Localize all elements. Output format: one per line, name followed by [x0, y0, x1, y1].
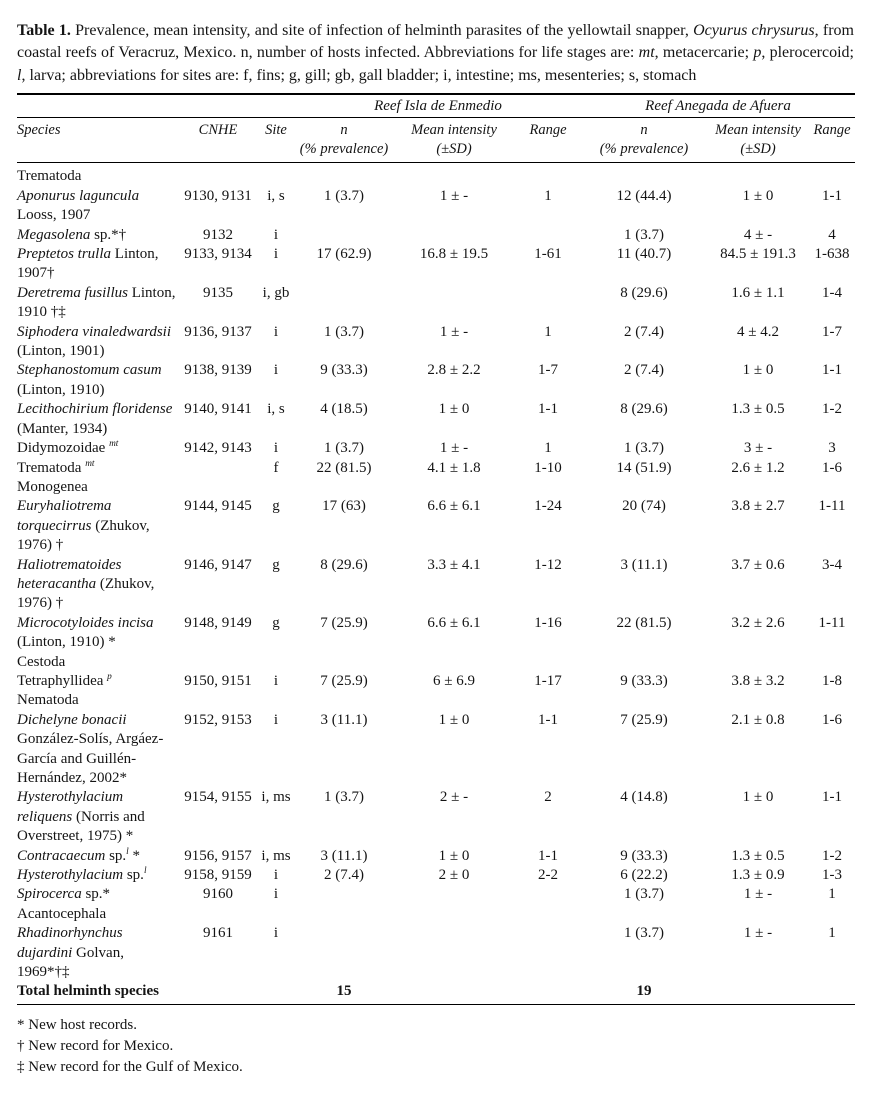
cell-r1: 1-10	[534, 459, 562, 476]
text-segment: (Zhukov, 1976) †	[17, 517, 150, 554]
cell-r2: 3	[828, 440, 836, 457]
cell-mi1: 1 ± -	[439, 187, 469, 204]
text-segment: Stephanostomum casum	[17, 362, 162, 379]
cell-r2: 3-4	[822, 556, 843, 573]
species-row	[17, 614, 855, 653]
text-segment: l	[143, 866, 147, 877]
taxon-group-label	[17, 163, 855, 187]
cell-site	[257, 982, 295, 1004]
cell-species	[17, 323, 179, 362]
cell-site: i	[273, 925, 279, 942]
species-row	[17, 497, 855, 555]
species-row	[17, 187, 855, 226]
cell-site: f	[273, 459, 279, 476]
cell-n1: 22 (81.5)	[316, 459, 372, 476]
text-segment: (Zhukov, 1976) †	[17, 575, 155, 612]
text-segment: Preptetos trulla	[17, 246, 112, 263]
cell-n2: 7 (25.9)	[620, 711, 668, 728]
col-header-species: Species	[17, 118, 179, 163]
species-row	[17, 866, 855, 885]
cell-mi1: 6.6 ± 6.1	[427, 614, 481, 631]
cell-cnhe	[179, 459, 257, 478]
cell-cnhe: 9138, 9139	[184, 362, 252, 379]
text-segment: (Linton, 1901)	[17, 343, 105, 360]
cell-species	[17, 459, 179, 478]
cell-r1: 1	[544, 187, 552, 204]
text-segment: Rhadinorhynchus dujardini	[17, 925, 123, 961]
cell-site: g	[272, 498, 280, 515]
cell-mi2: 1 ± 0	[742, 362, 774, 379]
cell-n1: 7 (25.9)	[320, 614, 368, 631]
footnotes	[17, 1015, 854, 1079]
cell-species	[17, 672, 179, 691]
text-segment: Looss, 1907	[17, 207, 91, 224]
species-row	[17, 323, 855, 362]
cell-n1: 17 (63)	[322, 498, 366, 515]
cell-mi1: 4.1 ± 1.8	[427, 459, 481, 476]
cell-n2: 9 (33.3)	[620, 672, 668, 689]
text-segment: Trematoda	[17, 459, 86, 476]
text-segment: mt	[638, 44, 655, 62]
table-header	[17, 94, 855, 163]
cell-n1: 8 (29.6)	[320, 556, 368, 573]
total-row	[17, 982, 855, 1004]
cell-cnhe: 9150, 9151	[184, 672, 252, 689]
reef-group-header-1: Reef Isla de Enmedio	[295, 94, 581, 118]
text-segment: mt	[85, 458, 95, 469]
cell-cnhe: 9146, 9147	[184, 556, 252, 573]
cell-species	[17, 226, 179, 245]
cell-cnhe: 9156, 9157	[184, 847, 252, 864]
text-segment: p	[753, 44, 762, 62]
text-segment: (Norris and Overstreet, 1975) *	[17, 808, 145, 845]
cell-mi2: 1 ± -	[743, 886, 773, 903]
cell-species	[17, 885, 179, 904]
cell-r2: 4	[828, 226, 836, 243]
table-caption	[17, 20, 854, 87]
cell-mi2: 1.3 ± 0.5	[731, 847, 785, 864]
cell-n2: 3 (11.1)	[620, 556, 668, 573]
mean-intensity-label-1: Mean intensity	[411, 122, 497, 139]
cell-site: i, s	[267, 401, 285, 418]
cell-site: g	[272, 556, 280, 573]
text-segment: Lecithochirium floridense	[17, 401, 173, 418]
cell-n1	[295, 924, 393, 982]
cell-n2: 12 (44.4)	[616, 187, 672, 204]
cell-n1: 1 (3.7)	[324, 323, 364, 340]
cell-mi1: 1 ± 0	[438, 711, 470, 728]
cell-mi2: 3.7 ± 0.6	[731, 556, 785, 573]
cell-n1: 1 (3.7)	[324, 440, 364, 457]
n-label-2: n	[640, 122, 648, 139]
cell-n1: 3 (11.1)	[320, 711, 368, 728]
cell-species	[17, 614, 179, 653]
cell-site: i	[273, 246, 279, 263]
cell-r1: 1	[544, 440, 552, 457]
species-row	[17, 226, 855, 245]
cell-n2: 8 (29.6)	[620, 284, 668, 301]
text-segment: , plerocercoid;	[761, 44, 855, 62]
cell-n2: 9 (33.3)	[620, 847, 668, 864]
text-segment: sp.*†	[90, 226, 127, 243]
cell-species	[17, 187, 179, 226]
taxon-group-label	[17, 905, 855, 924]
cell-n2: 20 (74)	[622, 498, 666, 515]
cell-r1: 1-12	[534, 556, 562, 573]
text-segment: Hysterothylacium reliquens	[17, 789, 124, 825]
cell-mi1	[393, 982, 515, 1004]
taxon-group-label	[17, 653, 855, 672]
cell-n2: 1 (3.7)	[624, 886, 664, 903]
cell-species	[17, 497, 179, 555]
cell-n1: 15	[336, 983, 352, 1000]
cell-cnhe: 9142, 9143	[184, 440, 252, 457]
species-row	[17, 245, 855, 284]
cell-r1	[515, 924, 581, 982]
text-segment: Euryhaliotrema torquecirrus	[17, 498, 112, 534]
cell-r2: 1-2	[822, 847, 843, 864]
cell-site: i	[273, 672, 279, 689]
cell-r2: 1-1	[822, 789, 843, 806]
species-row	[17, 885, 855, 904]
cell-species	[17, 788, 179, 846]
text-segment: Aponurus laguncula	[17, 187, 140, 204]
cell-cnhe: 9160	[203, 886, 233, 903]
cell-r2: 1-1	[822, 362, 843, 379]
text-segment: Megasolena	[17, 226, 91, 243]
cell-cnhe: 9136, 9137	[184, 323, 252, 340]
text-segment: sp.*	[81, 886, 111, 903]
cell-mi1: 1 ± -	[439, 323, 469, 340]
taxon-group-row	[17, 478, 855, 497]
cell-n1: 9 (33.3)	[320, 362, 368, 379]
cell-cnhe: 9148, 9149	[184, 614, 252, 631]
text-segment: Ocyurus chrysurus	[693, 22, 815, 39]
cell-r2: 1-3	[822, 867, 843, 884]
text-segment: Cestoda	[17, 653, 66, 670]
cell-cnhe: 9152, 9153	[184, 711, 252, 728]
text-segment: (Manter, 1934)	[17, 420, 108, 437]
text-segment: (Linton, 1910)	[17, 381, 105, 398]
text-segment: Prevalence, mean intensity, and site of infection of helminth parasites of the yellowtail snapper,	[70, 22, 694, 39]
text-segment: Acantocephala	[17, 905, 107, 922]
text-segment: , from coastal reefs of Veracruz, Mexico. n, number of hosts infected. Abbreviations for life stages are:	[17, 22, 854, 62]
cell-r1: 1-1	[538, 711, 558, 728]
col-header-n-2	[581, 118, 707, 163]
species-row	[17, 361, 855, 400]
col-header-mean-intensity-1	[393, 118, 515, 163]
cell-mi1	[393, 226, 515, 245]
cell-species	[17, 361, 179, 400]
cell-mi2: 3.2 ± 2.6	[731, 614, 785, 631]
text-segment: Linton, 1907†	[17, 246, 159, 282]
taxon-group-label	[17, 478, 855, 497]
cell-mi2: 3 ± -	[743, 440, 773, 457]
cell-r1: 1-17	[534, 672, 562, 689]
cell-cnhe: 9140, 9141	[184, 401, 252, 418]
text-segment: Contracaecum	[17, 847, 106, 864]
cell-r2: 1-2	[822, 401, 843, 418]
text-segment: González-Solís, Argáez-García and Guillén-Hernández, 2002*	[17, 731, 164, 786]
text-segment: l	[126, 846, 129, 857]
cell-mi1: 6 ± 6.9	[433, 672, 475, 689]
species-row	[17, 847, 855, 866]
cell-mi2: 84.5 ± 191.3	[720, 246, 796, 263]
col-header-cnhe: CNHE	[179, 118, 257, 163]
cell-site: g	[272, 614, 280, 631]
footnote-new-record-mexico: † New record for Mexico.	[17, 1038, 174, 1055]
cell-site: i	[273, 440, 279, 457]
cell-r2: 1-11	[818, 614, 846, 631]
cell-mi2: 4 ± 4.2	[737, 323, 779, 340]
cell-mi2: 1.6 ± 1.1	[731, 284, 785, 301]
cell-mi1	[393, 885, 515, 904]
cell-mi2: 1.3 ± 0.9	[731, 867, 785, 884]
cell-n2: 14 (51.9)	[616, 459, 672, 476]
text-segment: Didymozoidae	[17, 440, 110, 457]
cell-r1: 1-24	[534, 498, 562, 515]
text-segment: (Linton, 1910) *	[17, 634, 116, 651]
cell-species	[17, 284, 179, 323]
table-body	[17, 163, 855, 1004]
cell-n1	[295, 226, 393, 245]
footnote-new-host-records: * New host records.	[17, 1016, 137, 1033]
cell-r2: 1-638	[814, 246, 850, 263]
n-label-1: n	[340, 122, 348, 139]
cell-r1	[515, 982, 581, 1004]
cell-n2: 4 (14.8)	[620, 789, 668, 806]
cell-n1: 7 (25.9)	[320, 672, 368, 689]
cell-mi1: 1 ± 0	[438, 847, 470, 864]
cell-r1	[515, 284, 581, 323]
text-segment: Golvan, 1969*†‡	[17, 944, 124, 981]
cell-r2: 1-6	[822, 459, 843, 476]
spanner-empty-cell	[17, 94, 295, 118]
cell-r2: 1-1	[822, 187, 843, 204]
cell-n2: 6 (22.2)	[620, 867, 668, 884]
col-header-n-1	[295, 118, 393, 163]
cell-species	[17, 982, 179, 1004]
text-segment: Dichelyne bonacii	[17, 711, 127, 728]
sd-label-1: (±SD)	[436, 140, 472, 157]
cell-mi2: 3.8 ± 3.2	[731, 672, 785, 689]
cell-site: i, ms	[261, 789, 291, 806]
cell-n2: 1 (3.7)	[624, 925, 664, 942]
text-segment: Table 1.	[17, 22, 71, 39]
cell-r1: 2	[544, 789, 552, 806]
cell-n1	[295, 885, 393, 904]
cell-mi2: 1.3 ± 0.5	[731, 401, 785, 418]
cell-mi2: 3.8 ± 2.7	[731, 498, 785, 515]
cell-mi1: 3.3 ± 4.1	[427, 556, 481, 573]
cell-site: i	[273, 867, 279, 884]
taxon-group-row	[17, 653, 855, 672]
cell-n1: 2 (7.4)	[324, 867, 364, 884]
cell-mi2: 1 ± 0	[742, 789, 774, 806]
cell-r1: 2-2	[538, 867, 558, 884]
cell-mi1	[393, 284, 515, 323]
text-segment: Nematoda	[17, 692, 79, 709]
cell-cnhe: 9135	[203, 284, 233, 301]
footnote-new-record-gulf: ‡ New record for the Gulf of Mexico.	[17, 1059, 243, 1076]
text-segment: Hysterothylacium	[17, 867, 124, 884]
text-segment: sp.	[105, 847, 127, 864]
cell-site: i	[273, 886, 279, 903]
cell-n2: 8 (29.6)	[620, 401, 668, 418]
mean-intensity-label-2: Mean intensity	[715, 122, 801, 139]
cell-species	[17, 711, 179, 789]
cell-n2: 2 (7.4)	[624, 362, 664, 379]
cell-r2: 1-11	[818, 498, 846, 515]
cell-mi1: 1 ± 0	[438, 401, 470, 418]
text-segment: Siphodera vinaledwardsii	[17, 323, 172, 340]
text-segment: Linton, 1910 †‡	[17, 284, 176, 321]
text-segment: Total helminth species	[17, 983, 159, 1000]
cell-site: i	[273, 323, 279, 340]
cell-r1: 1-16	[534, 614, 562, 631]
parasite-table	[17, 93, 855, 1005]
cell-n2: 1 (3.7)	[624, 440, 664, 457]
cell-n1: 1 (3.7)	[324, 789, 364, 806]
species-row	[17, 459, 855, 478]
reef-group-header-2: Reef Anegada de Afuera	[581, 94, 855, 118]
col-header-mean-intensity-2	[707, 118, 809, 163]
cell-site: i	[273, 226, 279, 243]
cell-r2: 1-4	[822, 284, 843, 301]
reef-group-header-row	[17, 94, 855, 118]
cell-n1: 17 (62.9)	[316, 246, 372, 263]
text-segment: , larva; abbreviations for sites are: f, fins; g, gill; gb, gall bladder; i, intestine; ms, mesenteries; s, stomach	[21, 66, 697, 84]
cell-cnhe: 9133, 9134	[184, 246, 252, 263]
cell-r1	[515, 226, 581, 245]
cell-r2	[809, 982, 855, 1004]
cell-mi1	[393, 924, 515, 982]
cell-n1	[295, 284, 393, 323]
cell-n2: 11 (40.7)	[616, 246, 672, 263]
species-row	[17, 672, 855, 691]
text-segment: sp.	[123, 867, 144, 884]
cell-cnhe: 9144, 9145	[184, 498, 252, 515]
text-segment: Haliotrematoides heteracantha	[17, 556, 122, 592]
text-segment: Monogenea	[17, 478, 88, 495]
cell-mi1: 1 ± -	[439, 440, 469, 457]
cell-cnhe: 9132	[203, 226, 233, 243]
cell-cnhe	[179, 982, 257, 1004]
cell-mi2	[707, 982, 809, 1004]
cell-site: i, gb	[262, 284, 290, 301]
cell-mi2: 1 ± 0	[742, 187, 774, 204]
text-segment: l	[17, 66, 22, 84]
text-segment: mt	[109, 439, 119, 450]
cell-mi2: 2.6 ± 1.2	[731, 459, 785, 476]
cell-n2: 22 (81.5)	[616, 614, 672, 631]
text-segment: Microcotyloides incisa	[17, 614, 154, 631]
text-segment: *	[128, 847, 141, 864]
cell-r1: 1-61	[534, 246, 562, 263]
cell-site: i	[273, 362, 279, 379]
species-row	[17, 788, 855, 846]
cell-r2: 1	[828, 925, 836, 942]
cell-site: i, ms	[261, 847, 291, 864]
taxon-group-label	[17, 691, 855, 710]
cell-mi1: 2.8 ± 2.2	[427, 362, 481, 379]
cell-species	[17, 866, 179, 885]
cell-r2: 1-6	[822, 711, 843, 728]
cell-r1: 1-1	[538, 401, 558, 418]
cell-n2: 1 (3.7)	[624, 226, 664, 243]
text-segment: Spirocerca	[17, 886, 82, 903]
cell-mi2: 1 ± -	[743, 925, 773, 942]
cell-mi1: 2 ± -	[439, 789, 469, 806]
text-segment: Trematoda	[17, 168, 82, 185]
cell-mi1: 2 ± 0	[438, 867, 470, 884]
cell-mi2: 2.1 ± 0.8	[731, 711, 785, 728]
cell-cnhe: 9158, 9159	[184, 867, 252, 884]
cell-r1: 1	[544, 323, 552, 340]
cell-cnhe: 9130, 9131	[184, 187, 252, 204]
cell-species	[17, 245, 179, 284]
cell-r1: 1-7	[538, 362, 558, 379]
cell-r1	[515, 885, 581, 904]
text-segment: p	[107, 671, 112, 682]
cell-species	[17, 924, 179, 982]
col-header-range-2: Range	[809, 118, 855, 163]
cell-mi2: 4 ± -	[743, 226, 773, 243]
cell-cnhe: 9154, 9155	[184, 789, 252, 806]
cell-species	[17, 556, 179, 614]
cell-n1: 4 (18.5)	[320, 401, 368, 418]
cell-r2: 1-8	[822, 672, 843, 689]
species-row	[17, 924, 855, 982]
text-segment: Deretrema fusillus	[17, 284, 128, 301]
text-segment: Tetraphyllidea	[17, 672, 108, 689]
species-row	[17, 556, 855, 614]
cell-r2: 1-7	[822, 323, 843, 340]
taxon-group-row	[17, 163, 855, 187]
species-row	[17, 711, 855, 789]
cell-site: i, s	[267, 187, 285, 204]
cell-species	[17, 400, 179, 439]
cell-r2: 1	[828, 886, 836, 903]
column-header-row	[17, 118, 855, 163]
col-header-site: Site	[257, 118, 295, 163]
cell-n1: 1 (3.7)	[324, 187, 364, 204]
species-row	[17, 439, 855, 458]
cell-mi1: 6.6 ± 6.1	[427, 498, 481, 515]
cell-species	[17, 847, 179, 866]
cell-mi1: 16.8 ± 19.5	[419, 246, 489, 263]
prevalence-label-1: (% prevalence)	[299, 140, 389, 157]
text-segment: , metacercarie;	[654, 44, 754, 62]
cell-n2: 19	[636, 983, 652, 1000]
prevalence-label-2: (% prevalence)	[599, 140, 689, 157]
cell-site: i	[273, 711, 279, 728]
taxon-group-row	[17, 905, 855, 924]
cell-r1: 1-1	[538, 847, 558, 864]
cell-cnhe: 9161	[203, 925, 233, 942]
species-row	[17, 400, 855, 439]
cell-species	[17, 439, 179, 458]
sd-label-2: (±SD)	[740, 140, 776, 157]
cell-n1: 3 (11.1)	[320, 847, 368, 864]
col-header-range-1: Range	[515, 118, 581, 163]
cell-n2: 2 (7.4)	[624, 323, 664, 340]
species-row	[17, 284, 855, 323]
taxon-group-row	[17, 691, 855, 710]
